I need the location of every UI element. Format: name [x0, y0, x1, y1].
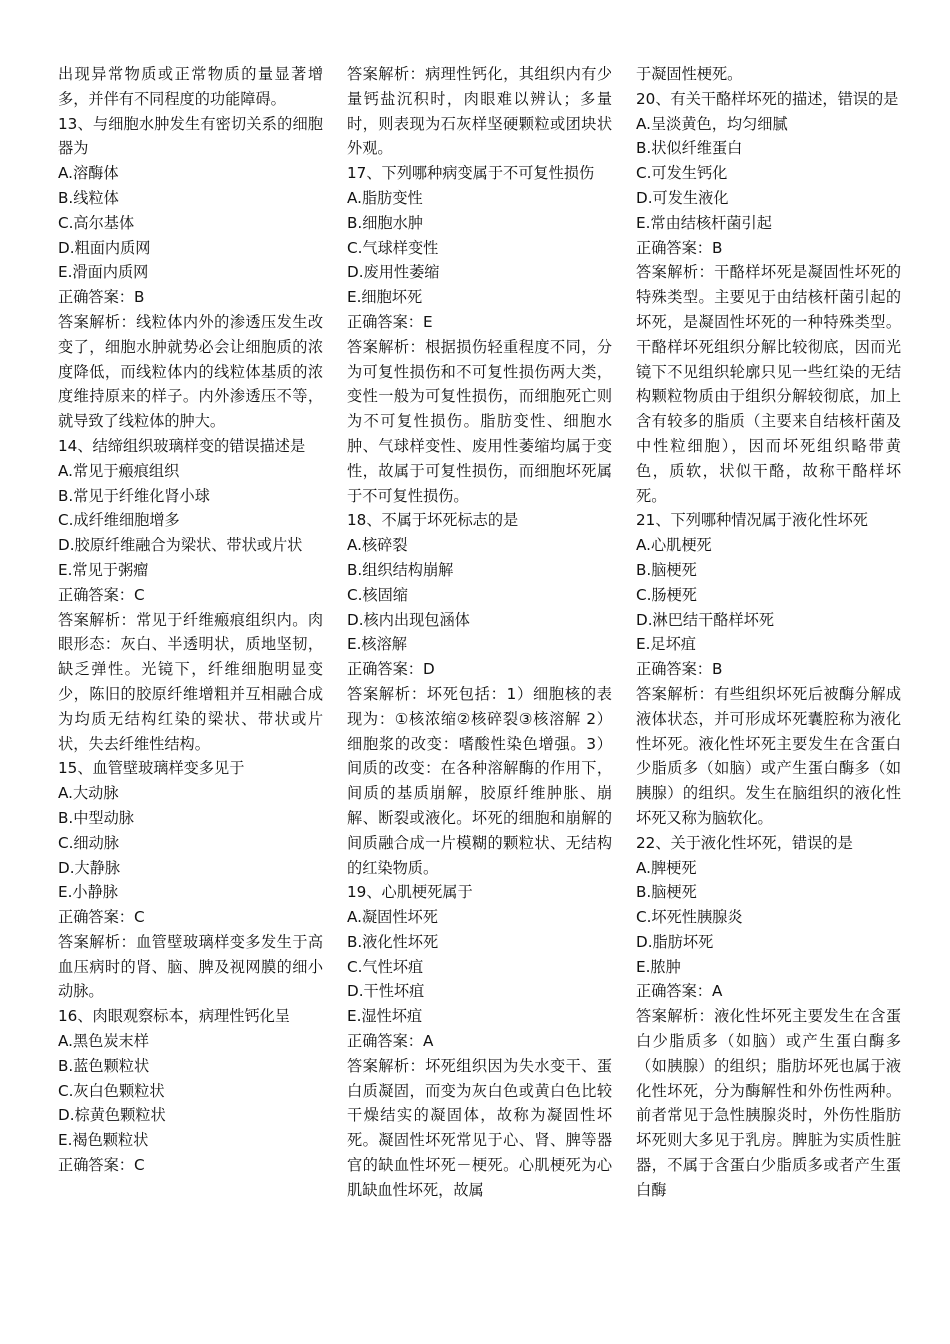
- answer-option: A.脂肪变性: [347, 188, 423, 207]
- answer-option: C.肠梗死: [636, 585, 697, 604]
- answer-option: A.凝固性坏死: [347, 908, 438, 927]
- answer-option: B.常见于纤维化肾小球: [58, 486, 210, 505]
- answer-option: E.滑面内质网: [58, 263, 149, 282]
- correct-answer: 正确答案：B: [58, 288, 145, 307]
- question-title: 19、心肌梗死属于: [347, 883, 473, 902]
- answer-option: E.湿性坏疽: [347, 1007, 423, 1026]
- answer-explanation: 答案解析：病理性钙化，其组织内有少量钙盐沉积时，肉眼难以辨认；多量时，则表现为石灰样坚硬颗粒或团块状外观。: [347, 65, 612, 158]
- column-3: [636, 62, 901, 1332]
- answer-option: C.灰白色颗粒状: [58, 1081, 165, 1100]
- answer-option: E.细胞坏死: [347, 288, 423, 307]
- answer-option: E.核溶解: [347, 635, 407, 654]
- answer-option: A.常见于瘢痕组织: [58, 461, 180, 480]
- answer-option: A.大动脉: [58, 784, 119, 803]
- question-title: 14、结缔组织玻璃样变的错误描述是: [58, 436, 306, 455]
- column-1: [58, 62, 323, 1332]
- correct-answer: 正确答案：A: [347, 1032, 434, 1051]
- answer-explanation: 答案解析：常见于纤维瘢痕组织内。肉眼形态：灰白、半透明状，质地坚韧，缺乏弹性。光镜下，纤维细胞明显变少，陈旧的胶原纤维增粗并互相融合成为均质无结构红染的梁状、带状或片状，失去纤维性结构。: [58, 610, 323, 753]
- answer-option: C.核固缩: [347, 585, 408, 604]
- answer-explanation: 答案解析：有些组织坏死后被酶分解成液体状态，并可形成坏死囊腔称为液化性坏死。液化性坏死主要发生在含蛋白少脂质多（如脑）或产生蛋白酶多（如胰腺）的组织。发生在脑组织的液化性坏死又称为脑软化。: [636, 684, 901, 827]
- answer-option: A.核碎裂: [347, 536, 408, 555]
- answer-option: B.脑梗死: [636, 883, 697, 902]
- answer-option: B.中型动脉: [58, 808, 134, 827]
- answer-option: B.液化性坏死: [347, 932, 439, 951]
- answer-option: A.黑色炭末样: [58, 1032, 149, 1051]
- question-title: 18、不属于坏死标志的是: [347, 511, 519, 530]
- correct-answer: 正确答案：B: [636, 238, 723, 257]
- answer-explanation: 答案解析：液化性坏死主要发生在含蛋白少脂质多（如脑）或产生蛋白酶多（如胰腺）的组织；脂肪坏死也属于液化性坏死，分为酶解性和外伤性两种。前者常见于急性胰腺炎时，外伤性脂肪坏死则大多见于乳房。脾脏为实质性脏器，不属于含蛋白少脂质多或者产生蛋白酶: [636, 1007, 901, 1199]
- correct-answer: 正确答案：A: [636, 982, 723, 1001]
- answer-option: D.脂肪坏死: [636, 932, 714, 951]
- answer-option: B.组织结构崩解: [347, 560, 454, 579]
- question-title: 20、有关干酪样坏死的描述，错误的是: [636, 89, 899, 108]
- answer-option: E.足坏疽: [636, 635, 696, 654]
- correct-answer: 正确答案：C: [58, 1156, 145, 1175]
- answer-explanation: 答案解析：坏死组织因为失水变干、蛋白质凝固，而变为灰白色或黄白色比较干燥结实的凝固体，故称为凝固性坏死。凝固性坏死常见于心、肾、脾等器官的缺血性坏死－梗死。心肌梗死为心肌缺血性坏死，故属: [347, 1056, 612, 1199]
- answer-option: E.脓肿: [636, 957, 681, 976]
- answer-option: C.高尔基体: [58, 213, 135, 232]
- answer-option: D.核内出现包涵体: [347, 610, 470, 629]
- answer-option: E.常见于粥瘤: [58, 560, 149, 579]
- answer-explanation: 出现异常物质或正常物质的量显著增多，并伴有不同程度的功能障碍。: [58, 65, 323, 108]
- answer-option: D.粗面内质网: [58, 238, 151, 257]
- correct-answer: 正确答案：C: [58, 908, 145, 927]
- answer-option: A.心肌梗死: [636, 536, 712, 555]
- answer-option: C.坏死性胰腺炎: [636, 908, 743, 927]
- answer-option: C.细动脉: [58, 833, 119, 852]
- answer-option: A.溶酶体: [58, 164, 119, 183]
- answer-option: E.小静脉: [58, 883, 118, 902]
- correct-answer: 正确答案：B: [636, 660, 723, 679]
- answer-option: D.可发生液化: [636, 188, 729, 207]
- answer-explanation: 于凝固性梗死。: [636, 65, 743, 83]
- answer-option: B.细胞水肿: [347, 213, 423, 232]
- answer-option: D.淋巴结干酪样坏死: [636, 610, 775, 629]
- answer-option: D.废用性萎缩: [347, 263, 440, 282]
- answer-option: D.胶原纤维融合为梁状、带状或片状: [58, 536, 303, 555]
- column-2: [347, 62, 612, 1332]
- question-title: 21、下列哪种情况属于液化性坏死: [636, 511, 868, 530]
- answer-option: D.棕黄色颗粒状: [58, 1106, 166, 1125]
- question-title: 13、与细胞水肿发生有密切关系的细胞器为: [58, 114, 323, 158]
- correct-answer: 正确答案：C: [58, 585, 145, 604]
- question-title: 22、关于液化性坏死，错误的是: [636, 833, 853, 852]
- answer-option: C.气性坏疽: [347, 957, 424, 976]
- answer-explanation: 答案解析：线粒体内外的渗透压发生改变了，细胞水肿就势必会让细胞质的浓度降低，而线粒体内的线粒体基质的浓度维持原来的样子。内外渗透压不等，就导致了线粒体的肿大。: [58, 312, 323, 431]
- answer-option: A.脾梗死: [636, 858, 697, 877]
- answer-option: C.气球样变性: [347, 238, 439, 257]
- answer-option: B.蓝色颗粒状: [58, 1056, 150, 1075]
- document-page: [58, 62, 901, 1332]
- answer-option: E.褐色颗粒状: [58, 1131, 149, 1150]
- answer-option: B.线粒体: [58, 188, 119, 207]
- answer-option: D.干性坏疽: [347, 982, 425, 1001]
- answer-option: B.状似纤维蛋白: [636, 139, 743, 158]
- answer-option: C.可发生钙化: [636, 164, 728, 183]
- question-title: 15、血管壁玻璃样变多见于: [58, 759, 245, 778]
- answer-option: C.成纤维细胞增多: [58, 511, 180, 530]
- question-title: 16、肉眼观察标本，病理性钙化呈: [58, 1007, 290, 1026]
- question-title: 17、下列哪种病变属于不可复性损伤: [347, 164, 595, 183]
- answer-option: E.常由结核杆菌引起: [636, 213, 772, 232]
- answer-option: D.大静脉: [58, 858, 121, 877]
- answer-option: B.脑梗死: [636, 560, 697, 579]
- answer-explanation: 答案解析：根据损伤轻重程度不同，分为可复性损伤和不可复性损伤两大类，变性一般为可复性损伤，而细胞死亡则为不可复性损伤。脂肪变性、细胞水肿、气球样变性、废用性萎缩均属于变性，故属于可复性损伤，而细胞坏死属于不可复性损伤。: [347, 337, 612, 505]
- correct-answer: 正确答案：E: [347, 312, 433, 331]
- answer-option: A.呈淡黄色，均匀细腻: [636, 114, 788, 133]
- answer-explanation: 答案解析：血管壁玻璃样变多发生于高血压病时的肾、脑、脾及视网膜的细小动脉。: [58, 932, 323, 1001]
- correct-answer: 正确答案：D: [347, 660, 435, 679]
- answer-explanation: 答案解析：坏死包括：1）细胞核的表现为：①核浓缩②核碎裂③核溶解 2）细胞浆的改变：嗜酸性染色增强。3）间质的改变：在各种溶解酶的作用下，间质的基质崩解，胶原纤维肿胀、崩解、断裂或液化。坏死的细胞和崩解的间质融合成一片模糊的颗粒状、无结构的红染物质。: [347, 684, 612, 877]
- answer-explanation: 答案解析：干酪样坏死是凝固性坏死的特殊类型。主要见于由结核杆菌引起的坏死，是凝固性坏死的一种特殊类型。干酪样坏死组织分解比较彻底，因而光镜下不见组织轮廓只见一些红染的无结构颗粒物质由于组织分解较彻底，加上含有较多的脂质（主要来自结核杆菌及中性粒细胞），因而坏死组织略带黄色，质软，状似干酪，故称干酪样坏死。: [636, 263, 901, 505]
